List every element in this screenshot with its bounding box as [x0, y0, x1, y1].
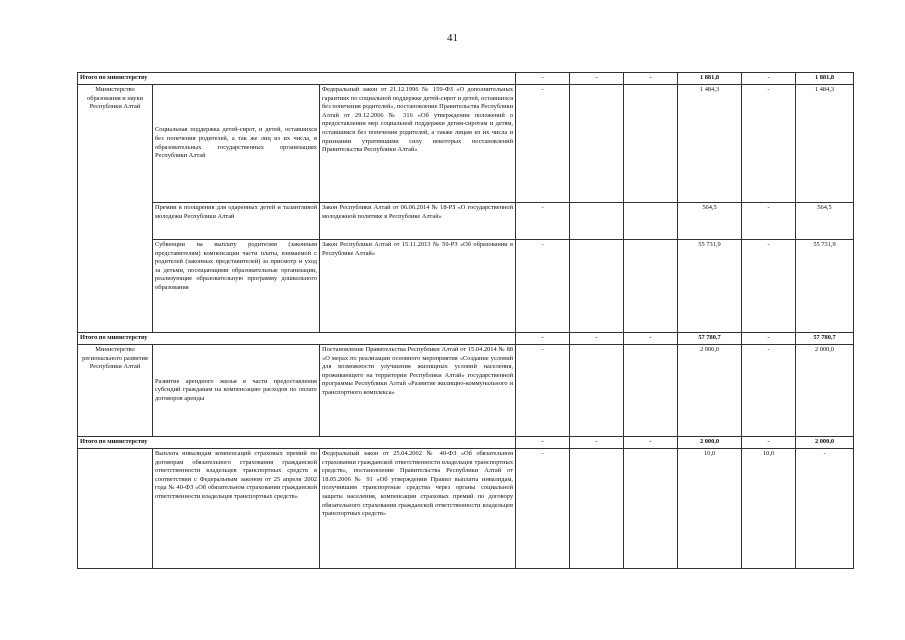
total-cell: -	[570, 437, 624, 449]
total-row	[78, 73, 854, 85]
value-cell	[570, 240, 624, 333]
value-cell: -	[516, 345, 570, 437]
total-cell: -	[624, 333, 678, 345]
value-cell: 55 731,9	[678, 240, 742, 333]
value-cell: -	[516, 449, 570, 569]
legal-basis: Федеральный закон от 21.12.1996 № 159-ФЗ «О дополнительных гарантиях по социальной поддержке детей-сирот и детей, оставшихся без попечения родителей», постановление Правительства Республики Алтай от 29.12.2006 № 316 «Об утверждении положений о предоставлении мер социальной поддержки детям-сиротам и детям, оставшимся без попечения родителей, а также лицам из их числа и признании утратившими силу некоторых постановлений Правительства Республики Алтай»	[320, 85, 516, 203]
value-cell: -	[742, 85, 796, 203]
value-cell: 2 000,0	[796, 345, 854, 437]
value-cell: -	[516, 85, 570, 203]
total-cell: -	[742, 333, 796, 345]
total-cell: 57 780,7	[678, 333, 742, 345]
measure-description: Социальная поддержка детей-сирот, и детей, оставшихся без попечения родителей, а так же лиц из их числа, в образовательных государственных организациях Республики Алтай	[153, 85, 320, 203]
total-label: Итого по министерству	[78, 333, 516, 345]
table-row	[78, 449, 854, 569]
ministry-name: Министерство образования и науки Республики Алтай	[78, 85, 153, 333]
total-cell: -	[624, 73, 678, 85]
table-row	[78, 85, 854, 203]
value-cell: 2 000,0	[678, 345, 742, 437]
legal-basis: Закон Республики Алтай от 06.06.2014 № 18-РЗ «О государственной молодежной политике в Республике Алтай»	[320, 203, 516, 240]
value-cell	[624, 85, 678, 203]
value-cell: 55 731,9	[796, 240, 854, 333]
total-row	[78, 333, 854, 345]
total-cell: 2 000,0	[796, 437, 854, 449]
budget-table	[77, 72, 854, 569]
value-cell: 1 484,3	[678, 85, 742, 203]
table-row	[78, 203, 854, 240]
ministry-name: Министерство регионального развития Республики Алтай	[78, 345, 153, 437]
legal-basis: Федеральный закон от 25.04.2002 № 40-ФЗ «Об обязательном страховании гражданской ответственности владельцев транспортных средств», постановление Правительства Республики Алтай от 18.05.2006 № 91 «Об утверждении Правил выплаты инвалидам, получившим транспортные средства через органы социальной защиты населения, компенсации страховых премий по договору обязательного страхования гражданской ответственности владельцев транспортных средств»	[320, 449, 516, 569]
total-cell: -	[570, 73, 624, 85]
total-cell: -	[742, 73, 796, 85]
value-cell	[570, 345, 624, 437]
total-label: Итого по министерству	[78, 437, 516, 449]
total-cell: -	[516, 333, 570, 345]
value-cell: -	[742, 240, 796, 333]
page-number: 41	[447, 32, 458, 44]
measure-description: Субвенции на выплату родителям (законным представителям) компенсации части платы, взимаемой с родителей (законных представителей) за присмотр и уход за детьми, посещающими образовательные организации, реализующие образовательную программу дошкольного образования	[153, 240, 320, 333]
value-cell: -	[742, 203, 796, 240]
legal-basis: Постановление Правительства Республики Алтай от 15.04.2014 № 88 «О мерах по реализации основного мероприятия «Создание условий для возможности улучшения жилищных условий населения, проживающего на территории Республики Алтай» государственной программы Республики Алтай «Развитие жилищно-коммунального и транспортного комплекса»	[320, 345, 516, 437]
value-cell: -	[516, 203, 570, 240]
ministry-name	[78, 449, 153, 569]
measure-description: Выплата инвалидам компенсаций страховых премий по договорам обязательного страхования гражданской ответственности владельцев транспортных средств в соответствии с Федеральным законом от 25 апреля 2002 года № 40-ФЗ «Об обязательном страховании гражданской ответственности владельцев транспортных средств»	[153, 449, 320, 569]
value-cell: 10,0	[678, 449, 742, 569]
total-cell: 2 000,0	[678, 437, 742, 449]
value-cell: 564,5	[678, 203, 742, 240]
total-cell: -	[516, 73, 570, 85]
value-cell: -	[516, 240, 570, 333]
total-row	[78, 437, 854, 449]
value-cell: -	[742, 345, 796, 437]
measure-description: Премии в поощрения для одаренных детей и талантливой молодежи Республики Алтай	[153, 203, 320, 240]
table-row	[78, 240, 854, 333]
total-cell: -	[742, 437, 796, 449]
value-cell: -	[796, 449, 854, 569]
table-row	[78, 345, 854, 437]
value-cell	[570, 85, 624, 203]
total-label: Итого по министерству	[78, 73, 516, 85]
total-cell: -	[624, 437, 678, 449]
value-cell	[624, 203, 678, 240]
value-cell: 564,5	[796, 203, 854, 240]
legal-basis: Закон Республики Алтай от 15.11.2013 № 59-РЗ «Об образовании в Республике Алтай»	[320, 240, 516, 333]
value-cell	[624, 449, 678, 569]
value-cell: 10,0	[742, 449, 796, 569]
total-cell: 1 881,8	[796, 73, 854, 85]
value-cell	[624, 345, 678, 437]
value-cell: 1 484,3	[796, 85, 854, 203]
value-cell	[570, 203, 624, 240]
total-cell: -	[516, 437, 570, 449]
measure-description: Развитие арендного жилья в части предоставления субсидий гражданам на компенсацию расходов по оплате договоров аренды	[153, 345, 320, 437]
total-cell: -	[570, 333, 624, 345]
total-cell: 1 881,8	[678, 73, 742, 85]
total-cell: 57 780,7	[796, 333, 854, 345]
value-cell	[570, 449, 624, 569]
value-cell	[624, 240, 678, 333]
